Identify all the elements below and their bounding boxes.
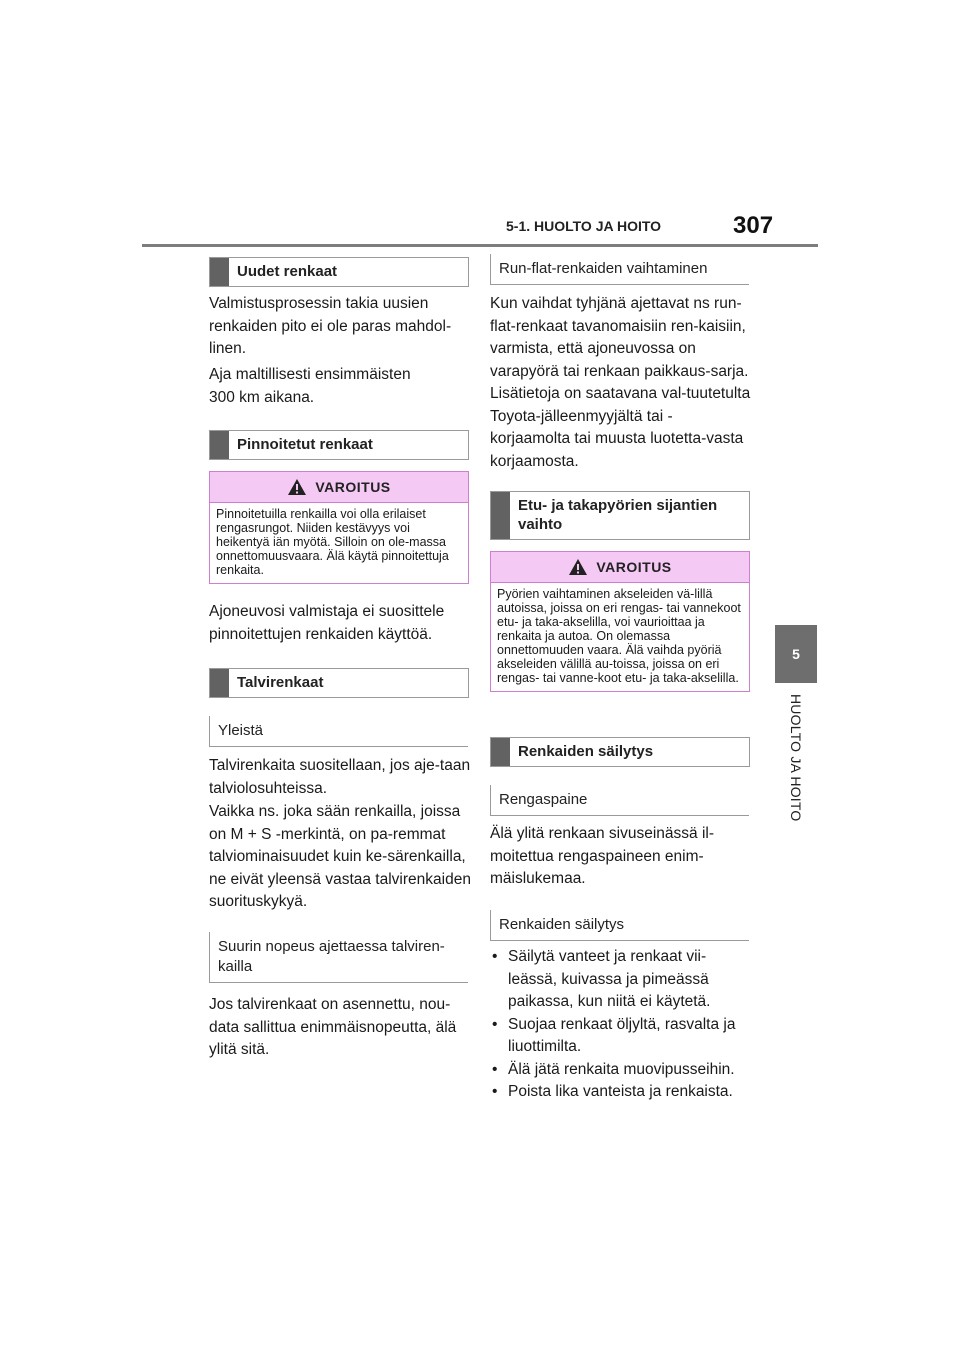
subheading-tire-storage	[490, 910, 749, 941]
section-heading-label: Renkaiden säilytys	[518, 743, 654, 760]
warning-box	[209, 471, 469, 584]
subheading-runflat	[490, 254, 749, 285]
paragraph: Talvirenkaita suositellaan, jos aje-taan talviolosuhteissa.	[209, 757, 471, 797]
section-bar	[491, 738, 510, 766]
section-heading-coated-tires	[209, 430, 469, 460]
section-heading-winter-tires	[209, 668, 469, 698]
paragraph: Kun vaihdat tyhjänä ajettavat ns run-flat-renkaat tavanomaisiin ren-kaisiin, varmista, että ajoneuvossa on varapyörä tai renkaan paikkaus-sarja. Lisätietoja on saatavana val-tuutetulta Toyota-jälleenmyyjältä tai -korjaamolta tai muusta luotetta-vasta korjaamosta.	[490, 295, 751, 470]
storage-bullet-list	[490, 946, 752, 1104]
section-heading-label: Etu- ja takapyörien sijantien vaihto	[518, 497, 718, 533]
section-heading-label: Pinnoitetut renkaat	[237, 436, 373, 453]
subheading-label: Suurin nopeus ajettaessa talviren-kailla	[218, 938, 445, 975]
paragraph: Ajoneuvosi valmistaja ei suosittele pinnoitettujen renkaiden käyttöä.	[209, 603, 445, 643]
paragraph: Vaikka ns. joka sään renkailla, joissa on M + S -merkintä, on pa-remmat talviominaisuudet kuin ke-särenkailla, ne eivät yleensä vastaa talvirenkaiden suorituskykyä.	[209, 803, 471, 910]
warning-triangle-icon	[568, 558, 588, 576]
warning-box	[490, 551, 750, 692]
paragraph: Älä ylitä renkaan sivuseinässä il-moitettua rengaspaineen enim-mäislukemaa.	[490, 825, 714, 887]
warning-title: VAROITUS	[315, 479, 391, 495]
section-bar	[210, 669, 229, 697]
section-bar	[210, 258, 229, 286]
subheading-general	[209, 716, 468, 747]
section-bar	[210, 431, 229, 459]
list-item: • Säilytä vanteet ja renkaat vii-leässä, kuivassa ja pimeässä paikassa, kun niitä ei käytetä.	[490, 946, 752, 1014]
warning-header	[210, 472, 468, 503]
list-item: • Älä jätä renkaita muovipusseihin.	[490, 1059, 752, 1082]
paragraph: Aja maltillisesti ensimmäisten 300 km aikana.	[209, 366, 411, 406]
page-number: 307	[733, 212, 774, 239]
section-heading-rotation	[490, 491, 750, 540]
chapter-tab: 5	[775, 625, 817, 683]
section-bar	[491, 492, 510, 539]
subheading-max-speed	[209, 932, 468, 983]
warning-title: VAROITUS	[596, 559, 672, 575]
header-rule	[142, 244, 818, 247]
warning-text: Pinnoitetuilla renkailla voi olla erilaiset rengasrungot. Niiden kestävyys voi heikentyä iän myötä. Silloin on ole-massa onnettomuusvaara. Älä käytä pinnoitettuja renkaita.	[216, 507, 449, 577]
warning-header	[491, 552, 749, 583]
paragraph: Jos talvirenkaat on asennettu, nou-data sallittua enimmäisnopeutta, älä ylitä sitä.	[209, 996, 457, 1058]
subheading-label: Run-flat-renkaiden vaihtaminen	[499, 260, 708, 277]
section-heading-new-tires	[209, 257, 469, 287]
section-heading-label: Uudet renkaat	[237, 263, 338, 280]
header-section-title: 5-1. HUOLTO JA HOITO	[506, 218, 662, 234]
list-item: • Suojaa renkaat öljyltä, rasvalta ja liuottimilta.	[490, 1014, 752, 1059]
warning-triangle-icon	[287, 478, 307, 496]
paragraph: Valmistusprosessin takia uusien renkaiden pito ei ole paras mahdol-linen.	[209, 295, 452, 357]
subheading-label: Renkaiden säilytys	[499, 916, 625, 933]
section-heading-label: Talvirenkaat	[237, 674, 324, 691]
subheading-tire-pressure	[490, 785, 749, 816]
subheading-label: Yleistä	[218, 722, 264, 739]
chapter-side-label: HUOLTO JA HOITO	[788, 694, 804, 822]
warning-text: Pyörien vaihtaminen akseleiden vä-lillä autoissa, joissa on eri rengas- tai vannekoot etu- ja taka-akselilla, voi vaurioittaa ja renkaita ja autoa. On olemassa onnettomuuden vaara. Älä vaihda pyöriä akseleiden välillä au-toissa, joissa on eri rengas- tai vanne-koot etu- ja taka-akselilla.	[497, 587, 741, 685]
list-item: • Poista lika vanteista ja renkaista.	[490, 1081, 752, 1104]
section-heading-storage	[490, 737, 750, 767]
subheading-label: Rengaspaine	[499, 791, 588, 808]
